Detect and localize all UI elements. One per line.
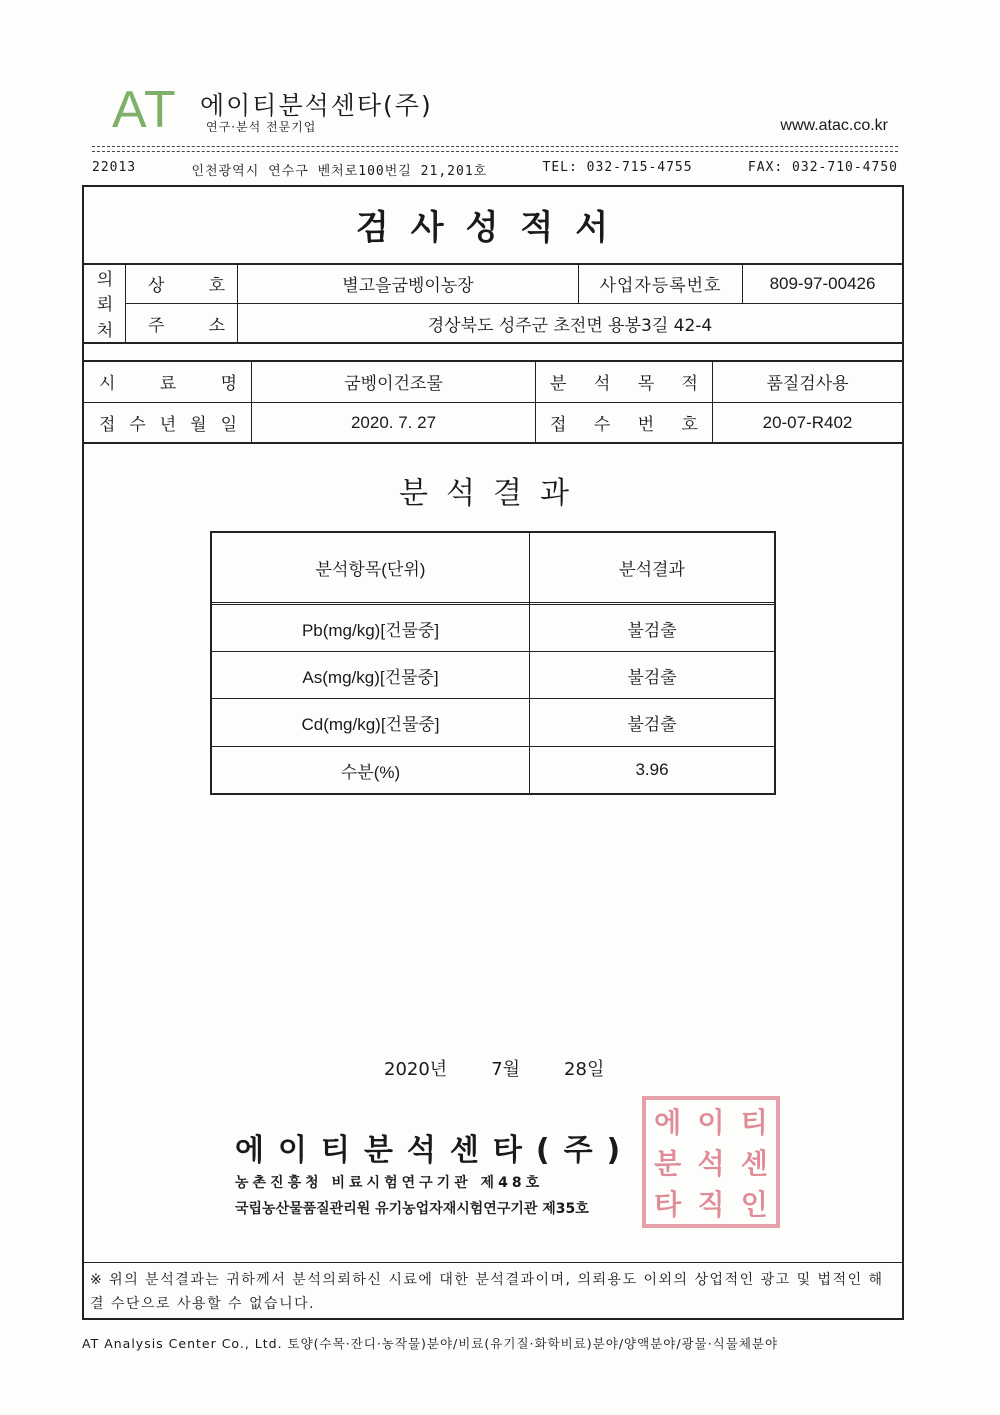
letterhead-website: www.atac.co.kr [780,117,888,134]
fax: FAX: 032-710-4750 [747,160,898,175]
issue-year: 2020년 [384,1059,448,1080]
result-item: Pb(mg/kg)[건물중] [301,621,440,640]
issue-date [384,1055,604,1081]
receipt-date-label: 접 수 년 월 일 [99,415,237,435]
client-address-label: 주 소 [148,315,225,336]
result-item: Cd(mg/kg)[건물중] [301,715,440,734]
company-logo: AT [112,81,177,139]
receipt-number-label: 접 수 번 호 [550,415,698,435]
issue-day: 28일 [564,1059,605,1080]
client-name: 별고을굼벵이농장 [342,276,474,296]
postal-code: 22013 [92,160,137,175]
result-item: 수분(%) [340,762,401,782]
analysis-purpose: 품질검사용 [766,374,849,394]
receipt-number: 20-07-R402 [762,412,853,432]
analysis-purpose-label: 분 석 목 적 [550,374,698,394]
divider [84,1262,902,1263]
divider [210,602,776,605]
result-value: 불검출 [627,715,677,734]
result-item: As(mg/kg)[건물중] [302,667,439,687]
issuer-registration-1: 농촌진흥청 비료시험연구기관 제48호 [235,1175,544,1191]
result-value: 3.96 [635,760,669,779]
header-rule-top [92,146,898,147]
business-reg-label: 사업자등록번호 [599,276,722,296]
address: 인천광역시 연수구 벤처로100번길 21,201호 [191,164,488,179]
receipt-date: 2020. 7. 27 [350,412,437,432]
footer-line: AT Analysis Center Co., Ltd. 토양(수목·잔디·농작물)분야/비료(유기질·화학비료)분야/양액분야/광물·식물체분야 [82,1336,779,1351]
client-address: 경상북도 성주군 초전면 용봉3길 42-4 [427,315,713,336]
sample-name: 굼벵이건조물 [344,374,443,394]
result-value: 불검출 [627,667,677,687]
result-value: 불검출 [627,621,677,640]
results-header-value: 분석결과 [619,559,685,579]
client-name-label: 상 호 [148,276,225,296]
letterhead-tagline: 연구·분석 전문기업 [206,120,317,134]
sample-name-label: 시 료 명 [99,374,237,394]
client-group-label: 의 뢰 처 [96,270,114,341]
letterhead-company-name: 에이티분석센타(주) [200,91,433,120]
phone: TEL: 032-715-4755 [542,160,693,175]
business-reg-number: 809-97-00426 [769,273,876,293]
results-title: 분석결과 [399,476,587,511]
letterhead-contact-line [92,160,898,179]
document-title: 검사성적서 [355,208,631,248]
company-seal-stamp: 에 이 티 분 석 센 타 직 인 [642,1096,780,1228]
issue-month: 7월 [491,1059,521,1080]
issuer-name: 에이티분석센타(주) [235,1133,635,1168]
disclaimer-notice: ※ 위의 분석결과는 귀하께서 분석의뢰하신 시료에 대한 분석결과이며, 의뢰용도 이외의 상업적인 광고 및 법적인 해결 수단으로 사용할 수 없습니다. [90,1272,884,1312]
results-header-item: 분석항목(단위) [315,559,426,579]
header-rule-bottom [92,151,898,152]
issuer-registration-2: 국립농산물품질관리원 유기농업자재시험연구기관 제35호 [235,1201,589,1217]
divider [84,342,902,344]
divider [84,442,902,444]
